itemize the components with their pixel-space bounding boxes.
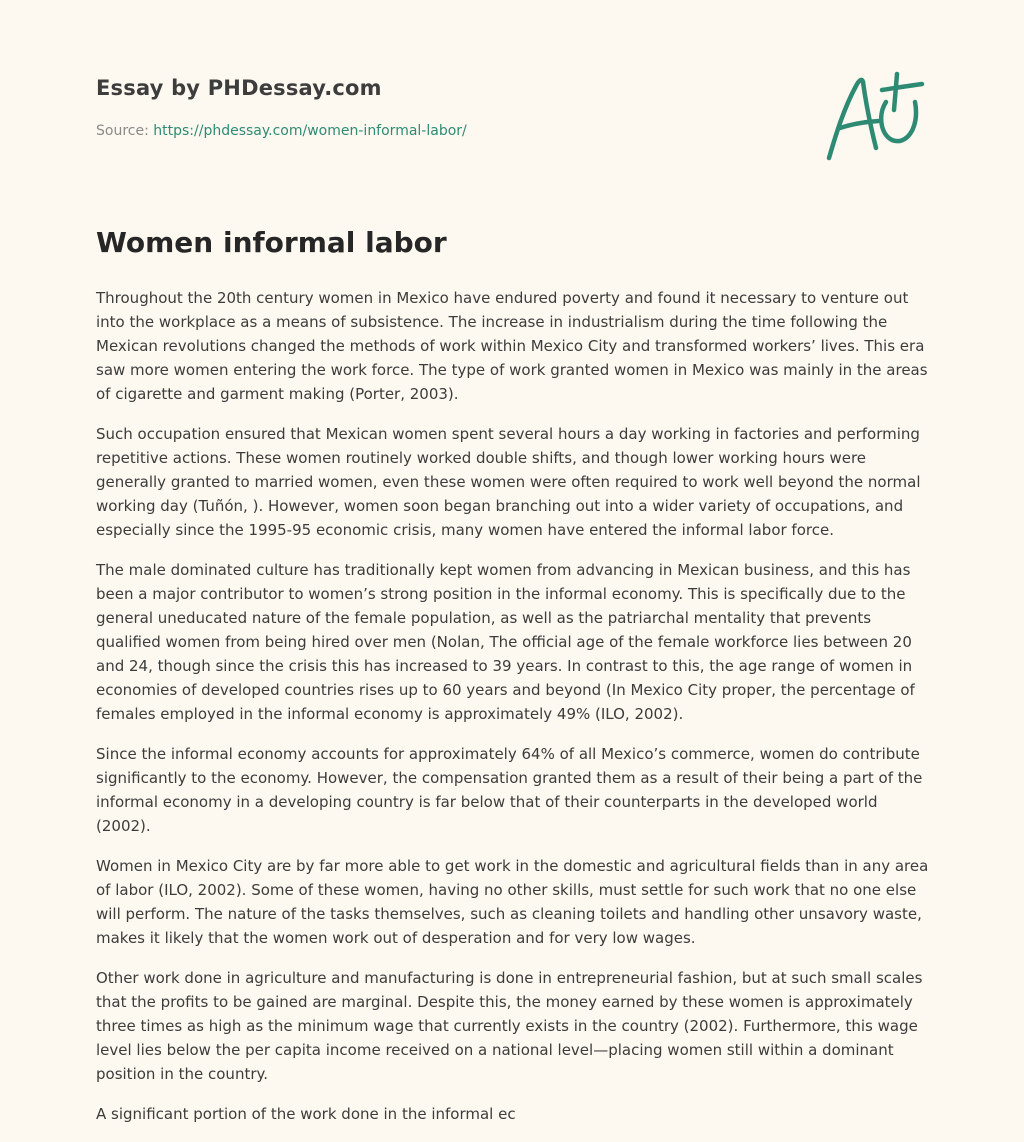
article-title: Women informal labor: [96, 226, 447, 259]
brand-title: Essay by PHDessay.com: [96, 76, 382, 100]
article-body: [96, 286, 936, 1142]
article-paragraph: Women in Mexico City are by far more able to get work in the domestic and agricultural fields than in any area of labor (ILO, 2002). Some of these women, having no other skills, must settle for such work that no one else will perform. The nature of the tasks themselves, such as cleaning toilets and handling other unsavory waste, makes it likely that the women work out of desperation and for very low wages.: [96, 857, 929, 947]
source-label: Source:: [96, 123, 149, 139]
article-paragraph: Since the informal economy accounts for approximately 64% of all Mexico’s commerce, women do contribute significantly to the economy. However, the compensation granted them as a result of their being a part of the informal economy in a developing country is far below that of their counterparts in the developed world (2002).: [96, 745, 923, 835]
source-link[interactable]: https://phdessay.com/women-informal-labor/: [153, 123, 467, 139]
a-plus-grade-logo-icon: [822, 68, 928, 166]
article-paragraph: Such occupation ensured that Mexican women spent several hours a day working in factories and performing repetitive actions. These women routinely worked double shifts, and though lower working hours were generally granted to married women, even these women were often required to work well beyond the normal working day (Tuñón, ). However, women soon began branching out into a wider variety of occupations, and especially since the 1995-95 economic crisis, many women have entered the informal labor force.: [96, 425, 921, 539]
article-paragraph-truncated: A significant portion of the work done in the informal ec: [96, 1105, 516, 1123]
source-line: [96, 123, 796, 139]
page-header: [96, 76, 796, 139]
article-paragraph: Throughout the 20th century women in Mexico have endured poverty and found it necessary to venture out into the workplace as a means of subsistence. The increase in industrialism during the time following the Mexican revolutions changed the methods of work within Mexico City and transformed workers’ lives. This era saw more women entering the work force. The type of work granted women in Mexico was mainly in the areas of cigarette and garment making (Porter, 2003).: [96, 289, 928, 403]
article-paragraph: The male dominated culture has traditionally kept women from advancing in Mexican business, and this has been a major contributor to women’s strong position in the informal economy. This is specifically due to the general uneducated nature of the female population, as well as the patriarchal mentality that prevents qualified women from being hired over men (Nolan, The official age of the female workforce lies between 20 and 24, though since the crisis this has increased to 39 years. In contrast to this, the age range of women in economies of developed countries rises up to 60 years and beyond (In Mexico City proper, the percentage of females employed in the informal economy is approximately 49% (ILO, 2002).: [96, 561, 915, 723]
article-paragraph: Other work done in agriculture and manufacturing is done in entrepreneurial fashion, but at such small scales that the profits to be gained are marginal. Despite this, the money earned by these women is approximately three times as high as the minimum wage that currently exists in the country (2002). Furthermore, this wage level lies below the per capita income received on a national level—placing women still within a dominant position in the country.: [96, 969, 923, 1083]
